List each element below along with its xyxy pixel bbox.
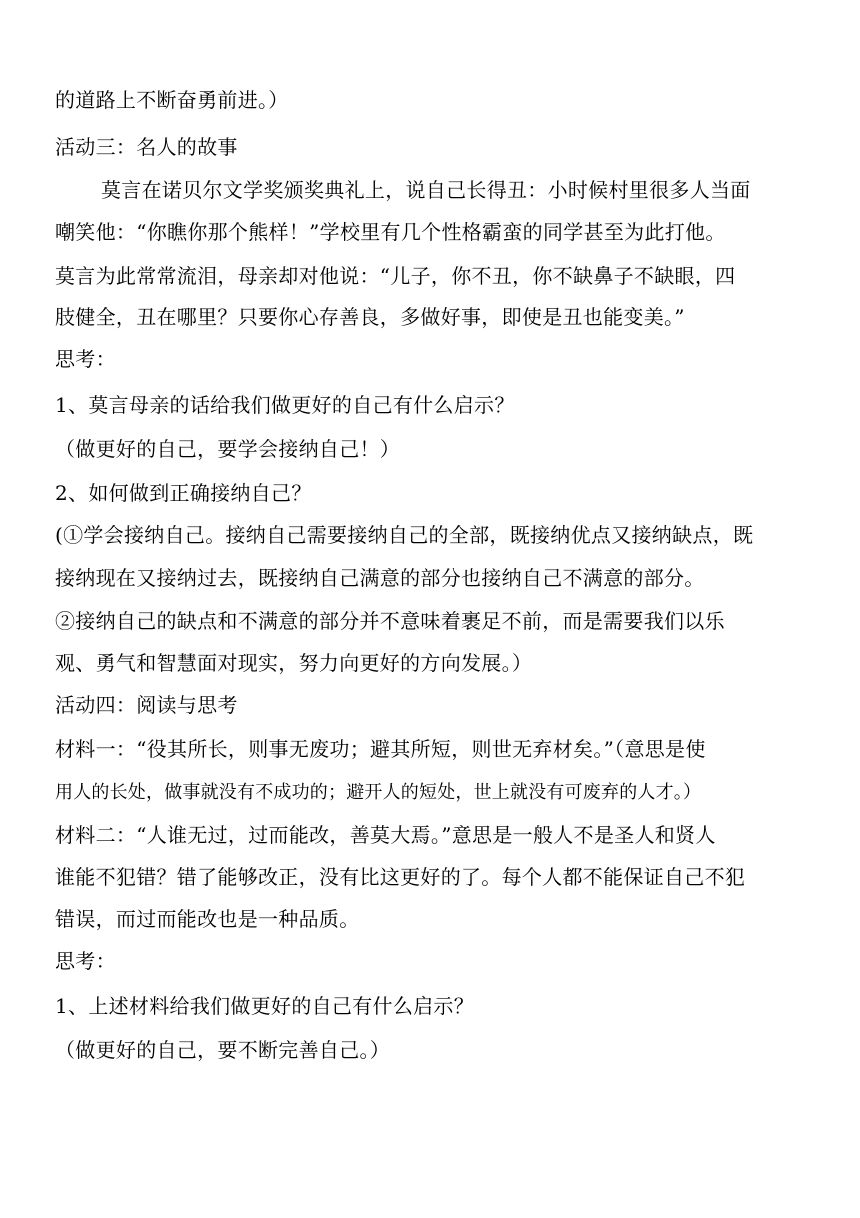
paragraph-line: 嘲笑他：“你瞧你那个熊样！”学校里有几个性格霸蛮的同学甚至为此打他。: [55, 220, 726, 244]
think-label: 思考：: [55, 347, 116, 371]
answer-3: （做更好的自己，要不断完善自己。）: [55, 1038, 391, 1062]
material-line: 错误，而过而能改也是一种品质。: [55, 907, 360, 931]
paragraph-line: 莫言在诺贝尔文学奖颁奖典礼上，说自己长得丑：小时候村里很多人当面: [101, 178, 751, 202]
answer-2-line: 接纳现在又接纳过去，既接纳自己满意的部分也接纳自己不满意的部分。: [55, 566, 705, 590]
material-line: 用人的长处，做事就没有不成功的；避开人的短处，世上就没有可废弃的人才。）: [55, 782, 702, 803]
answer-1: （做更好的自己，要学会接纳自己！）: [55, 437, 401, 461]
paragraph-line: 的道路上不断奋勇前进。）: [55, 88, 289, 112]
answer-2-line: (①学会接纳自己。接纳自己需要接纳自己的全部，既接纳优点又接纳缺点，既: [55, 523, 754, 547]
section-heading: 活动四：阅读与思考: [55, 693, 238, 717]
question-3: 1、上述材料给我们做更好的自己有什么启示？: [55, 994, 475, 1018]
material-line: 谁能不犯错？错了能够改正，没有比这更好的了。每个人都不能保证自己不犯: [55, 865, 746, 889]
material-line: 材料二：“人谁无过，过而能改，善莫大焉。”意思是一般人不是圣人和贤人: [55, 823, 716, 847]
question-1: 1、莫言母亲的话给我们做更好的自己有什么启示？: [55, 393, 515, 417]
think-label: 思考：: [55, 949, 116, 973]
paragraph-line: 莫言为此常常流泪，母亲却对他说：“儿子，你不丑，你不缺鼻子不缺眼，四: [55, 264, 736, 288]
answer-2-line: 观、勇气和智慧面对现实，努力向更好的方向发展。）: [55, 651, 533, 675]
paragraph-line: 肢健全，丑在哪里？只要你心存善良，多做好事，即使是丑也能变美。”: [55, 305, 685, 329]
material-line: 材料一：“役其所长，则事无废功；避其所短，则世无弃材矣。”（意思是使: [55, 737, 706, 761]
question-2: 2、如何做到正确接纳自己？: [55, 481, 312, 505]
section-heading: 活动三：名人的故事: [55, 135, 238, 159]
answer-2-line: ②接纳自己的缺点和不满意的部分并不意味着裹足不前，而是需要我们以乐: [55, 609, 725, 633]
